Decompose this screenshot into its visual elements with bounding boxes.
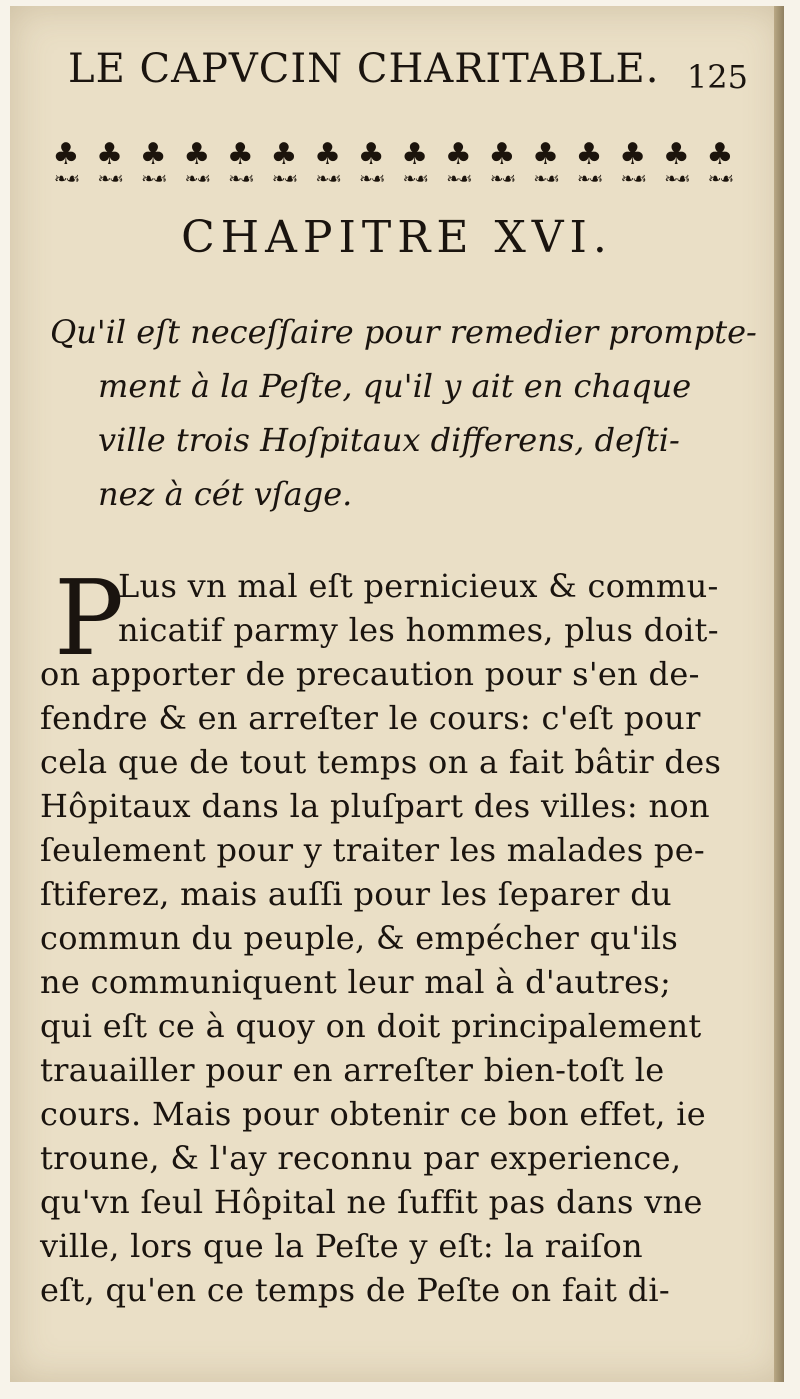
body-line: ſtiferez, mais auſſi pour les ſeparer du [40, 875, 672, 913]
body-line: qu'vn ſeul Hôpital ne ſuffit pas dans vne [40, 1183, 703, 1221]
fleuron-icon: ♣ ❧☙ [444, 137, 472, 188]
subtitle-line: nez à cét vſage. [98, 475, 353, 513]
running-head-title: LE CAPVCIN CHARITABLE. [68, 46, 660, 92]
fleuron-icon: ♣ ❧☙ [226, 137, 254, 188]
body-line: Lus vn mal eſt pernicieux & commu- [118, 567, 719, 605]
page-number: 125 [686, 58, 748, 96]
body-line: ſeulement pour y traiter les malades pe- [40, 831, 706, 869]
fleuron-icon: ♣ ❧☙ [139, 137, 167, 188]
fleuron-icon: ♣ ❧☙ [575, 137, 603, 188]
fleuron-icon: ♣ ❧☙ [183, 137, 211, 188]
subtitle-line: ville trois Hoſpitaux differens, deſti- [98, 421, 680, 459]
body-line: troune, & l'ay reconnu par experience, [40, 1139, 682, 1177]
body-line: fendre & en arreſter le cours: c'eſt pour [40, 699, 701, 737]
fleuron-icon: ♣ ❧☙ [52, 137, 80, 188]
fleuron-border [48, 126, 738, 188]
fleuron-icon: ♣ ❧☙ [532, 137, 559, 188]
body-line: eſt, qu'en ce temps de Peſte on fait di- [40, 1271, 671, 1309]
fleuron-icon: ♣ ❧☙ [314, 137, 342, 188]
body-line: commun du peuple, & empécher qu'ils [40, 919, 679, 957]
fleuron-icon: ♣ ❧☙ [96, 137, 124, 188]
body-line: on apporter de precaution pour s'en de- [40, 655, 700, 693]
body-line: Hôpitaux dans la pluſpart des villes: non [40, 787, 710, 825]
running-head [68, 46, 758, 94]
drop-cap: P [54, 557, 124, 679]
fleuron-icon: ♣ ❧☙ [401, 137, 429, 188]
body-line: trauailler pour en arreſter bien-toſt le [40, 1051, 665, 1089]
body-line: ne communiquent leur mal à d'autres; [40, 963, 672, 1001]
body-line: qui eſt ce à quoy on doit principalement [40, 1007, 702, 1045]
fleuron-icon: ♣ ❧☙ [706, 137, 734, 188]
chapter-heading: CHAPITRE XVI. [181, 212, 613, 263]
body-line: cela que de tout temps on a fait bâtir des [40, 743, 722, 781]
body-line: nicatif parmy les hommes, plus doit- [118, 611, 719, 649]
body-line: ville, lors que la Peſte y eſt: la raiſon [40, 1227, 643, 1265]
fleuron-icon: ♣ ❧☙ [619, 137, 647, 188]
fleuron-icon: ♣ ❧☙ [270, 137, 298, 188]
subtitle-line: Qu'il eſt neceſſaire pour remedier prompte- [50, 313, 757, 351]
fleuron-icon: ♣ ❧☙ [357, 137, 385, 188]
fleuron-icon: ♣ ❧☙ [662, 137, 690, 188]
body-line: cours. Mais pour obtenir ce bon effet, ie [40, 1095, 707, 1133]
book-page [10, 6, 784, 1382]
fleuron-icon: ♣ ❧☙ [488, 137, 516, 188]
subtitle-line: ment à la Peſte, qu'il y ait en chaque [98, 367, 692, 405]
